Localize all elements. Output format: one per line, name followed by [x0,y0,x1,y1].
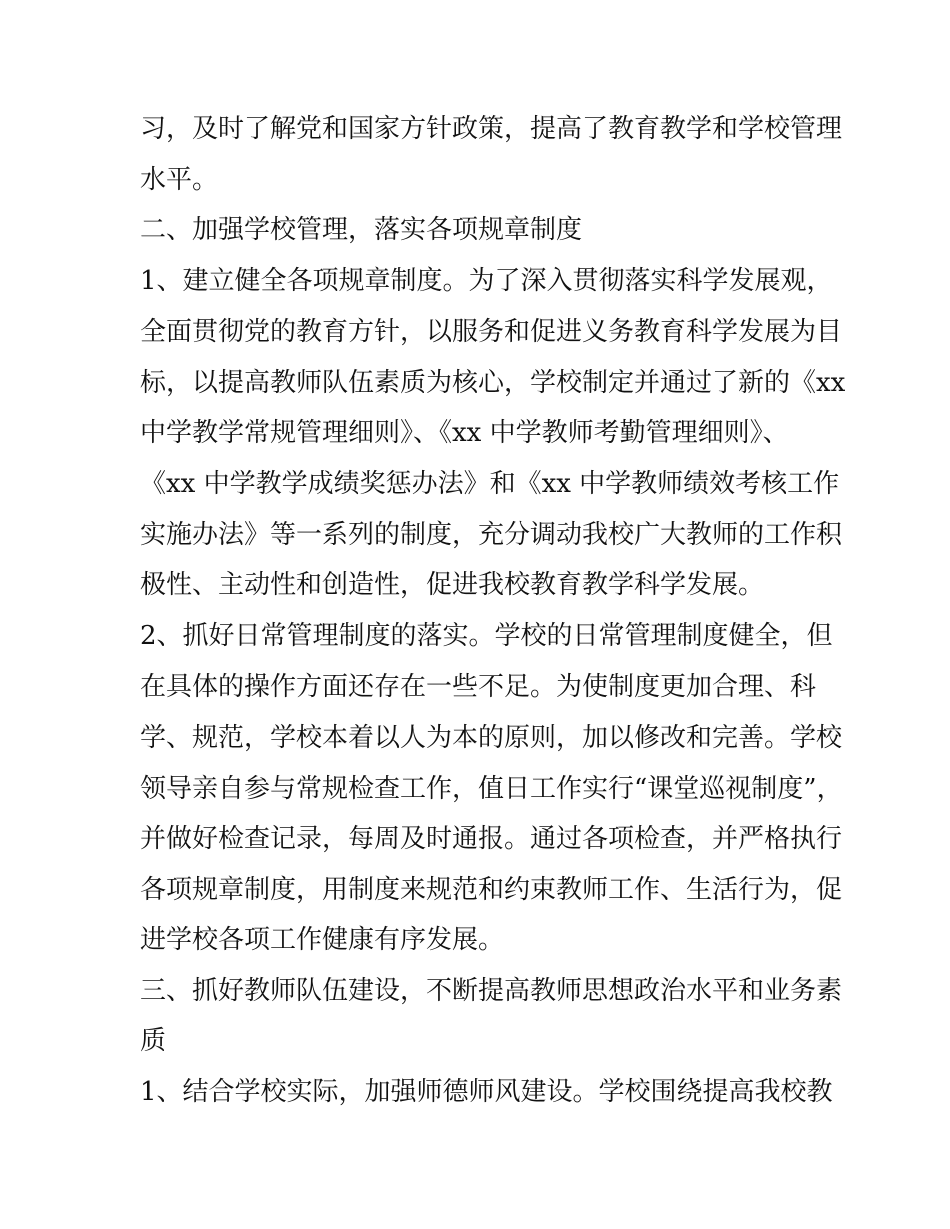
text-line: 全面贯彻党的教育方针，以服务和促进义务教育科学发展为目 [140,317,843,347]
text-line: 习，及时了解党和国家方针政策，提高了教育教学和学校管理 [140,114,843,144]
text-line: 1、结合学校实际，加强师德师风建设。学校围绕提高我校教 [140,1077,833,1107]
text-line: 并做好检查记录，每周及时通报。通过各项检查，并严格执行 [140,824,843,854]
section-heading-continued: 质 [140,1026,167,1056]
text-line: 中学教学常规管理细则》、《xx 中学教师考勤管理细则》、 [140,418,789,448]
text-line: 领导亲自参与常规检查工作，值日工作实行“课堂巡视制度”， [140,774,843,804]
text-line: 极性、主动性和创造性，促进我校教育教学科学发展。 [140,570,765,600]
text-line: 标，以提高教师队伍素质为核心，学校制定并通过了新的《xx [140,368,846,398]
section-heading: 三、抓好教师队伍建设，不断提高教师思想政治水平和业务素 [140,976,843,1006]
text-line: 学、规范，学校本着以人为本的原则，加以修改和完善。学校 [140,723,843,753]
text-line: 《xx 中学教学成绩奖惩办法》和《xx 中学教师绩效考核工作 [140,469,840,499]
text-line: 各项规章制度，用制度来规范和约束教师工作、生活行为，促 [140,875,843,905]
text-line: 进学校各项工作健康有序发展。 [140,925,505,955]
text-line: 1、建立健全各项规章制度。为了深入贯彻落实科学发展观， [140,266,833,296]
text-line: 2、抓好日常管理制度的落实。学校的日常管理制度健全，但 [140,621,833,651]
text-line: 在具体的操作方面还存在一些不足。为使制度更加合理、科 [140,672,817,702]
text-line: 水平。 [140,165,219,195]
section-heading: 二、加强学校管理，落实各项规章制度 [140,215,583,245]
text-line: 实施办法》等一系列的制度，充分调动我校广大教师的工作积 [140,520,843,550]
